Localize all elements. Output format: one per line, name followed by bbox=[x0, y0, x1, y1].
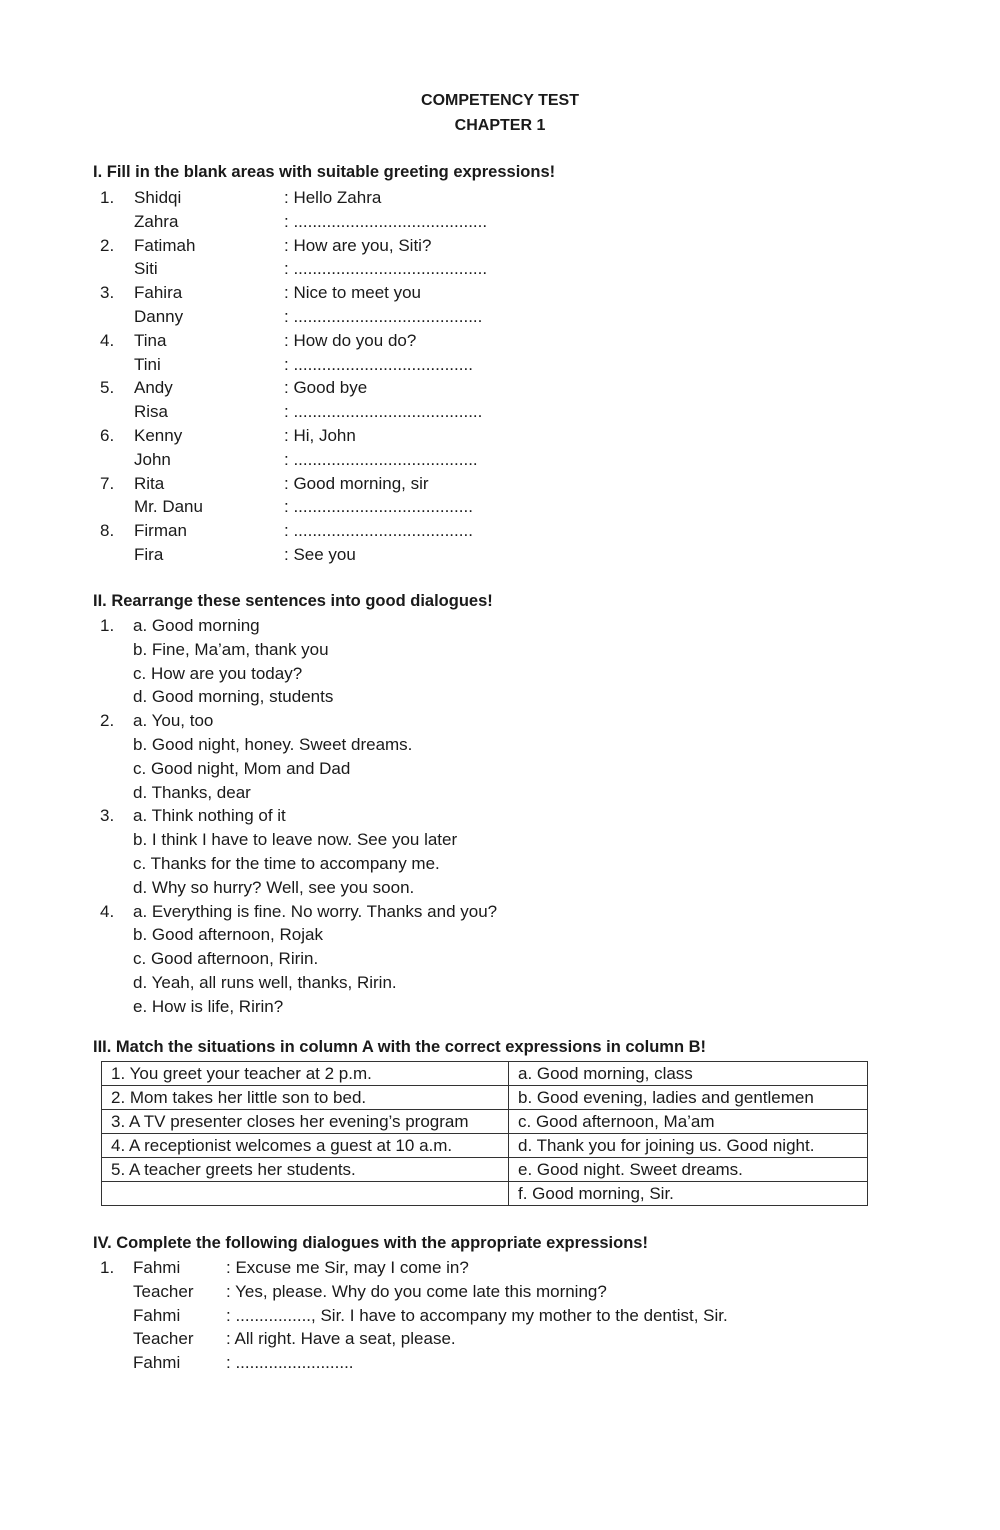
speaker-line: : Yes, please. Why do you come late this morning? bbox=[226, 1282, 607, 1301]
speaker-name: Fatimah bbox=[134, 236, 196, 255]
option-row bbox=[0, 828, 1000, 852]
dialogue-row bbox=[0, 329, 1000, 353]
option-row bbox=[0, 804, 1000, 828]
dialogue-row bbox=[0, 495, 1000, 519]
speaker-line: : ....................................... bbox=[284, 450, 478, 469]
speaker-name: Fahmi bbox=[133, 1258, 181, 1277]
option-row bbox=[0, 709, 1000, 733]
speaker-name: Danny bbox=[134, 307, 184, 326]
situation-cell bbox=[102, 1182, 509, 1206]
option-text: c. Good afternoon, Ririn. bbox=[133, 949, 319, 968]
speaker-name: Kenny bbox=[134, 426, 183, 445]
option-text: b. I think I have to leave now. See you later bbox=[133, 830, 458, 849]
speaker-line: : ...................................... bbox=[284, 521, 473, 540]
option-text: a. Good morning bbox=[133, 616, 260, 635]
item-number: 8. bbox=[100, 521, 115, 540]
table-row bbox=[102, 1182, 868, 1206]
speaker-name: Teacher bbox=[133, 1282, 194, 1301]
option-text: a. Everything is fine. No worry. Thanks and you? bbox=[133, 902, 498, 921]
situation-cell: 3. A TV presenter closes her evening’s program bbox=[102, 1110, 509, 1134]
item-number: 6. bbox=[100, 426, 115, 445]
expression-cell: c. Good afternoon, Ma’am bbox=[509, 1110, 868, 1134]
option-row bbox=[0, 876, 1000, 900]
speaker-line: : How are you, Siti? bbox=[284, 236, 432, 255]
speaker-line: : Hi, John bbox=[284, 426, 356, 445]
situation-cell: 2. Mom takes her little son to bed. bbox=[102, 1086, 509, 1110]
speaker-line: : Excuse me Sir, may I come in? bbox=[226, 1258, 469, 1277]
speaker-line: : Good bye bbox=[284, 378, 368, 397]
table-row bbox=[102, 1110, 868, 1134]
option-row bbox=[0, 971, 1000, 995]
item-number: 1. bbox=[100, 1258, 115, 1277]
option-text: c. Thanks for the time to accompany me. bbox=[133, 854, 440, 873]
speaker-line: : See you bbox=[284, 545, 356, 564]
item-number: 3. bbox=[100, 283, 115, 302]
dialogue-row bbox=[0, 1327, 1000, 1351]
dialogue-row bbox=[0, 519, 1000, 543]
matching-table bbox=[101, 1061, 868, 1206]
section-4-heading: IV. Complete the following dialogues with the appropriate expressions! bbox=[93, 1234, 648, 1252]
speaker-line: : How do you do? bbox=[284, 331, 417, 350]
expression-cell: b. Good evening, ladies and gentlemen bbox=[509, 1086, 868, 1110]
speaker-name: Mr. Danu bbox=[134, 497, 203, 516]
dialogue-row bbox=[0, 472, 1000, 496]
table-row bbox=[102, 1062, 868, 1086]
speaker-line: : ........................................ bbox=[284, 307, 483, 326]
item-number: 5. bbox=[100, 378, 115, 397]
speaker-name: Fira bbox=[134, 545, 164, 564]
option-row bbox=[0, 995, 1000, 1019]
item-number: 4. bbox=[100, 331, 115, 350]
option-row bbox=[0, 638, 1000, 662]
item-number: 7. bbox=[100, 474, 115, 493]
option-row bbox=[0, 923, 1000, 947]
speaker-name: Siti bbox=[134, 259, 158, 278]
option-text: a. Think nothing of it bbox=[133, 806, 286, 825]
expression-cell: e. Good night. Sweet dreams. bbox=[509, 1158, 868, 1182]
situation-cell: 1. You greet your teacher at 2 p.m. bbox=[102, 1062, 509, 1086]
speaker-name: Risa bbox=[134, 402, 169, 421]
speaker-name: Shidqi bbox=[134, 188, 182, 207]
speaker-line: : ......................................... bbox=[284, 212, 488, 231]
item-number: 2. bbox=[100, 711, 115, 730]
option-text: c. How are you today? bbox=[133, 664, 303, 683]
speaker-line: : All right. Have a seat, please. bbox=[226, 1329, 456, 1348]
option-text: d. Good morning, students bbox=[133, 687, 334, 706]
situation-cell: 4. A receptionist welcomes a guest at 10 a.m. bbox=[102, 1134, 509, 1158]
section-1-heading: I. Fill in the blank areas with suitable greeting expressions! bbox=[93, 163, 556, 181]
dialogue-row bbox=[0, 1351, 1000, 1375]
speaker-name: Fahira bbox=[134, 283, 183, 302]
expression-cell: f. Good morning, Sir. bbox=[509, 1182, 868, 1206]
section-2-heading: II. Rearrange these sentences into good dialogues! bbox=[93, 592, 493, 610]
dialogue-row bbox=[0, 424, 1000, 448]
chapter-title: CHAPTER 1 bbox=[454, 117, 546, 134]
speaker-line: : ......................... bbox=[226, 1353, 354, 1372]
speaker-line: : ......................................... bbox=[284, 259, 488, 278]
dialogue-row bbox=[0, 376, 1000, 400]
option-text: d. Thanks, dear bbox=[133, 783, 251, 802]
speaker-line: : Hello Zahra bbox=[284, 188, 382, 207]
speaker-name: Tini bbox=[134, 355, 161, 374]
speaker-line: : ................, Sir. I have to accompany my mother to the dentist, Sir. bbox=[226, 1306, 728, 1325]
dialogue-row bbox=[0, 1304, 1000, 1328]
speaker-line: : ...................................... bbox=[284, 497, 473, 516]
speaker-name: Rita bbox=[134, 474, 165, 493]
dialogue-row bbox=[0, 257, 1000, 281]
option-row bbox=[0, 733, 1000, 757]
option-text: b. Good night, honey. Sweet dreams. bbox=[133, 735, 413, 754]
dialogue-row bbox=[0, 234, 1000, 258]
option-row bbox=[0, 900, 1000, 924]
option-text: b. Fine, Ma’am, thank you bbox=[133, 640, 329, 659]
table-row bbox=[102, 1134, 868, 1158]
option-row bbox=[0, 757, 1000, 781]
dialogue-row bbox=[0, 1280, 1000, 1304]
speaker-name: Zahra bbox=[134, 212, 179, 231]
item-number: 3. bbox=[100, 806, 115, 825]
expression-cell: a. Good morning, class bbox=[509, 1062, 868, 1086]
option-text: b. Good afternoon, Rojak bbox=[133, 925, 323, 944]
speaker-name: Tina bbox=[134, 331, 167, 350]
expression-cell: d. Thank you for joining us. Good night. bbox=[509, 1134, 868, 1158]
dialogue-row bbox=[0, 353, 1000, 377]
situation-cell: 5. A teacher greets her students. bbox=[102, 1158, 509, 1182]
option-row bbox=[0, 662, 1000, 686]
speaker-name: Fahmi bbox=[133, 1306, 181, 1325]
option-row bbox=[0, 781, 1000, 805]
option-row bbox=[0, 614, 1000, 638]
option-text: e. How is life, Ririn? bbox=[133, 997, 284, 1016]
item-number: 4. bbox=[100, 902, 115, 921]
item-number: 1. bbox=[100, 188, 115, 207]
option-row bbox=[0, 947, 1000, 971]
speaker-line: : ...................................... bbox=[284, 355, 473, 374]
speaker-name: John bbox=[134, 450, 171, 469]
option-row bbox=[0, 852, 1000, 876]
section-3-heading: III. Match the situations in column A with the correct expressions in column B! bbox=[93, 1038, 707, 1056]
speaker-name: Firman bbox=[134, 521, 187, 540]
speaker-name: Fahmi bbox=[133, 1353, 181, 1372]
item-number: 2. bbox=[100, 236, 115, 255]
speaker-name: Andy bbox=[134, 378, 173, 397]
speaker-line: : Good morning, sir bbox=[284, 474, 429, 493]
dialogue-row bbox=[0, 543, 1000, 567]
dialogue-row bbox=[0, 281, 1000, 305]
table-row bbox=[102, 1086, 868, 1110]
dialogue-row bbox=[0, 1256, 1000, 1280]
speaker-line: : Nice to meet you bbox=[284, 283, 422, 302]
dialogue-row bbox=[0, 210, 1000, 234]
table-row bbox=[102, 1158, 868, 1182]
option-text: d. Why so hurry? Well, see you soon. bbox=[133, 878, 415, 897]
option-text: c. Good night, Mom and Dad bbox=[133, 759, 351, 778]
dialogue-row bbox=[0, 305, 1000, 329]
speaker-line: : ........................................ bbox=[284, 402, 483, 421]
page-title: COMPETENCY TEST bbox=[421, 92, 579, 109]
dialogue-row bbox=[0, 448, 1000, 472]
option-text: a. You, too bbox=[133, 711, 214, 730]
dialogue-row bbox=[0, 186, 1000, 210]
dialogue-row bbox=[0, 400, 1000, 424]
option-text: d. Yeah, all runs well, thanks, Ririn. bbox=[133, 973, 397, 992]
speaker-name: Teacher bbox=[133, 1329, 194, 1348]
item-number: 1. bbox=[100, 616, 115, 635]
option-row bbox=[0, 685, 1000, 709]
